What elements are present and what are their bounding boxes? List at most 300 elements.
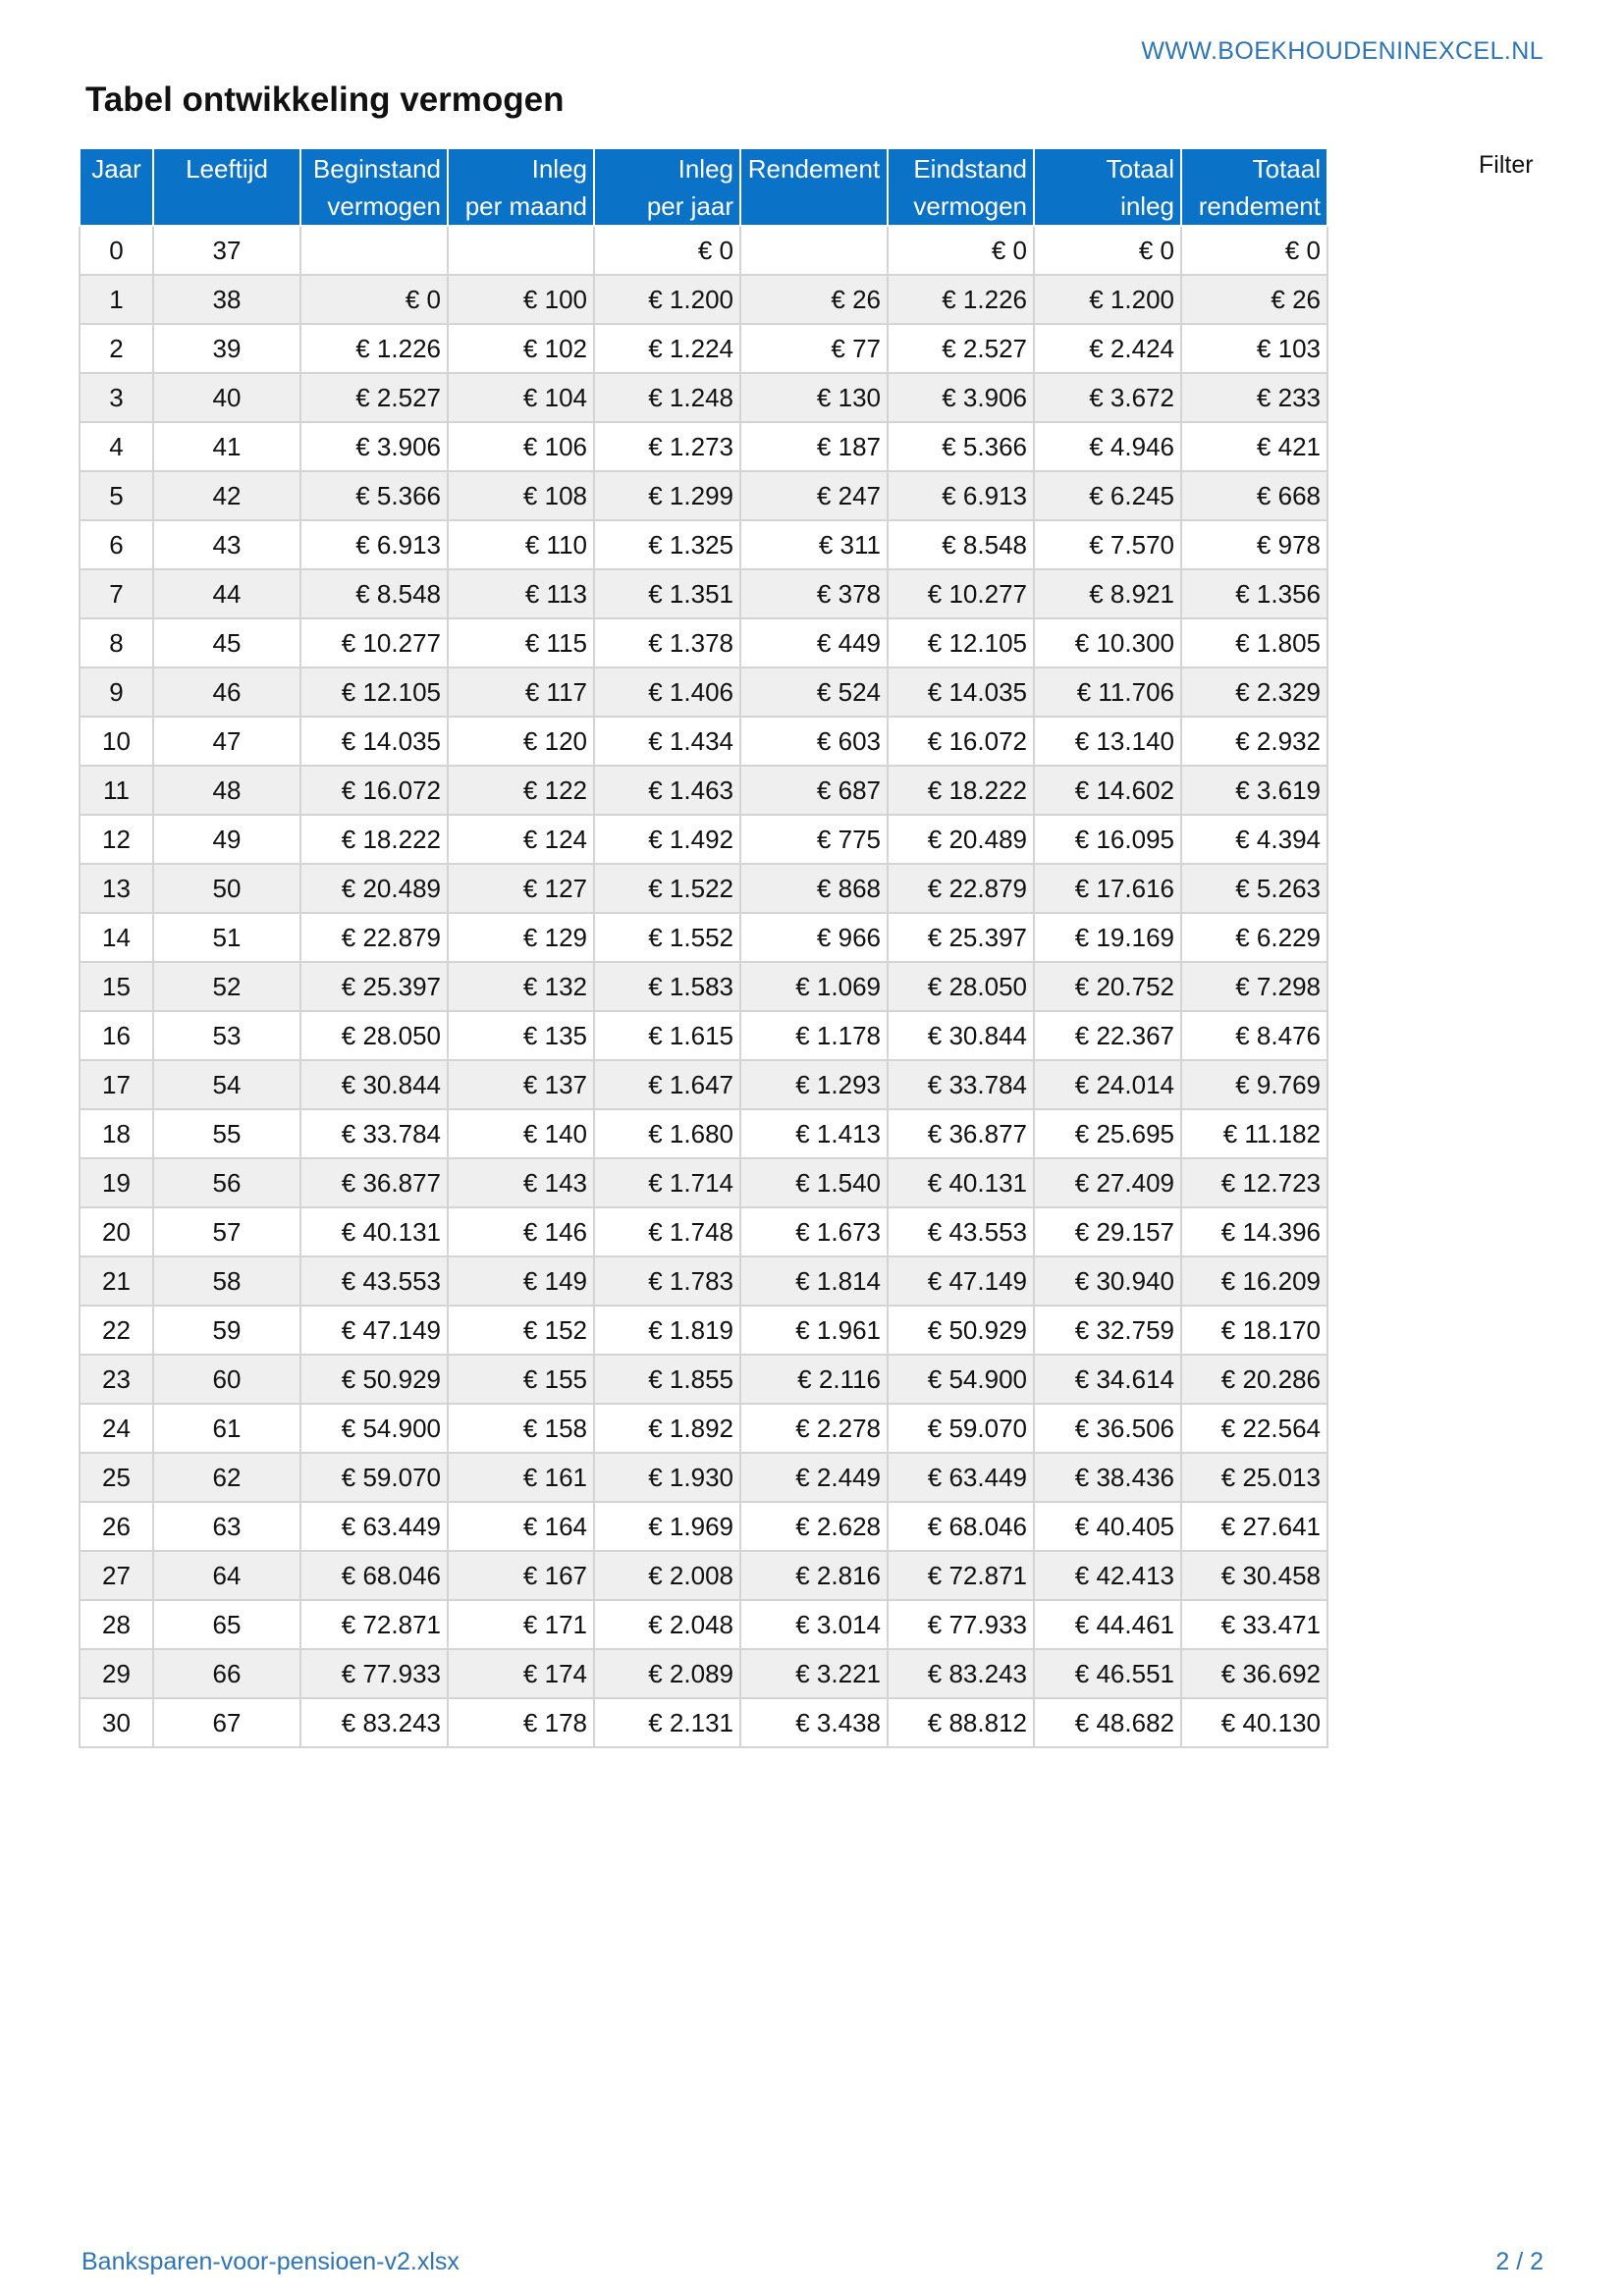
- cell-inleg-per-jaar: € 1.200: [594, 275, 740, 324]
- cell-eindstand-vermogen: € 40.131: [888, 1158, 1034, 1207]
- cell-leeftijd: 64: [153, 1551, 300, 1600]
- cell-inleg-per-maand: € 135: [448, 1011, 594, 1060]
- cell-inleg-per-jaar: € 1.325: [594, 520, 740, 569]
- cell-inleg-per-maand: € 137: [448, 1060, 594, 1109]
- column-header-beginstand-vermogen[interactable]: [300, 148, 448, 226]
- cell-leeftijd: 54: [153, 1060, 300, 1109]
- cell-beginstand-vermogen: € 6.913: [300, 520, 448, 569]
- cell-jaar: 7: [80, 569, 153, 618]
- column-header-line: vermogen: [913, 191, 1027, 221]
- cell-jaar: 2: [80, 324, 153, 373]
- cell-inleg-per-maand: € 108: [448, 471, 594, 520]
- cell-rendement: € 2.449: [740, 1453, 888, 1502]
- cell-beginstand-vermogen: € 83.243: [300, 1698, 448, 1747]
- cell-totaal-rendement: € 668: [1181, 471, 1327, 520]
- cell-rendement: € 2.628: [740, 1502, 888, 1551]
- column-header-line: rendement: [1198, 191, 1321, 221]
- cell-beginstand-vermogen: € 5.366: [300, 471, 448, 520]
- column-header-line: Inleg: [531, 154, 587, 184]
- cell-beginstand-vermogen: € 22.879: [300, 913, 448, 962]
- cell-eindstand-vermogen: € 47.149: [888, 1256, 1034, 1306]
- column-header-jaar[interactable]: [80, 148, 153, 226]
- cell-jaar: 5: [80, 471, 153, 520]
- cell-leeftijd: 58: [153, 1256, 300, 1306]
- cell-totaal-rendement: € 7.298: [1181, 962, 1327, 1011]
- cell-totaal-rendement: € 27.641: [1181, 1502, 1327, 1551]
- table-row: [80, 1404, 1327, 1453]
- cell-eindstand-vermogen: € 8.548: [888, 520, 1034, 569]
- cell-beginstand-vermogen: € 43.553: [300, 1256, 448, 1306]
- cell-totaal-rendement: € 11.182: [1181, 1109, 1327, 1158]
- cell-totaal-inleg: € 44.461: [1034, 1600, 1181, 1649]
- cell-eindstand-vermogen: € 14.035: [888, 667, 1034, 717]
- cell-totaal-rendement: € 18.170: [1181, 1306, 1327, 1355]
- cell-inleg-per-jaar: € 1.892: [594, 1404, 740, 1453]
- cell-inleg-per-jaar: € 1.463: [594, 766, 740, 815]
- cell-totaal-inleg: € 19.169: [1034, 913, 1181, 962]
- cell-totaal-inleg: € 22.367: [1034, 1011, 1181, 1060]
- cell-jaar: 17: [80, 1060, 153, 1109]
- column-header-inleg-per-jaar[interactable]: [594, 148, 740, 226]
- cell-leeftijd: 50: [153, 864, 300, 913]
- cell-inleg-per-jaar: € 2.008: [594, 1551, 740, 1600]
- cell-inleg-per-jaar: € 1.930: [594, 1453, 740, 1502]
- cell-totaal-inleg: € 48.682: [1034, 1698, 1181, 1747]
- cell-jaar: 21: [80, 1256, 153, 1306]
- cell-inleg-per-jaar: € 1.783: [594, 1256, 740, 1306]
- cell-beginstand-vermogen: € 1.226: [300, 324, 448, 373]
- table-row: [80, 1600, 1327, 1649]
- cell-totaal-inleg: € 30.940: [1034, 1256, 1181, 1306]
- cell-eindstand-vermogen: € 59.070: [888, 1404, 1034, 1453]
- cell-totaal-inleg: € 20.752: [1034, 962, 1181, 1011]
- cell-beginstand-vermogen: € 25.397: [300, 962, 448, 1011]
- cell-totaal-inleg: € 27.409: [1034, 1158, 1181, 1207]
- cell-leeftijd: 66: [153, 1649, 300, 1698]
- table-row: [80, 422, 1327, 471]
- cell-eindstand-vermogen: € 2.527: [888, 324, 1034, 373]
- cell-inleg-per-jaar: € 1.406: [594, 667, 740, 717]
- column-header-inleg-per-maand[interactable]: [448, 148, 594, 226]
- cell-totaal-rendement: € 233: [1181, 373, 1327, 422]
- column-header-totaal-inleg[interactable]: [1034, 148, 1181, 226]
- cell-eindstand-vermogen: € 6.913: [888, 471, 1034, 520]
- cell-rendement: € 3.221: [740, 1649, 888, 1698]
- table-row: [80, 1207, 1327, 1256]
- cell-totaal-rendement: € 421: [1181, 422, 1327, 471]
- cell-eindstand-vermogen: € 20.489: [888, 815, 1034, 864]
- cell-totaal-inleg: € 6.245: [1034, 471, 1181, 520]
- cell-rendement: € 77: [740, 324, 888, 373]
- cell-rendement: € 1.814: [740, 1256, 888, 1306]
- table-row: [80, 962, 1327, 1011]
- cell-inleg-per-maand: € 152: [448, 1306, 594, 1355]
- cell-inleg-per-maand: € 164: [448, 1502, 594, 1551]
- cell-rendement: € 187: [740, 422, 888, 471]
- cell-leeftijd: 40: [153, 373, 300, 422]
- cell-eindstand-vermogen: € 12.105: [888, 618, 1034, 667]
- cell-rendement: € 2.816: [740, 1551, 888, 1600]
- cell-inleg-per-jaar: € 1.969: [594, 1502, 740, 1551]
- cell-totaal-inleg: € 13.140: [1034, 717, 1181, 766]
- cell-rendement: € 3.438: [740, 1698, 888, 1747]
- table-row: [80, 520, 1327, 569]
- cell-inleg-per-maand: € 140: [448, 1109, 594, 1158]
- column-header-totaal-rendement[interactable]: [1181, 148, 1327, 226]
- cell-inleg-per-maand: € 100: [448, 275, 594, 324]
- cell-beginstand-vermogen: € 33.784: [300, 1109, 448, 1158]
- table-row: [80, 471, 1327, 520]
- column-header-line: vermogen: [327, 191, 441, 221]
- site-url[interactable]: WWW.BOEKHOUDENINEXCEL.NL: [1141, 37, 1543, 65]
- cell-totaal-inleg: € 2.424: [1034, 324, 1181, 373]
- cell-leeftijd: 51: [153, 913, 300, 962]
- cell-eindstand-vermogen: € 5.366: [888, 422, 1034, 471]
- cell-leeftijd: 53: [153, 1011, 300, 1060]
- table-header-row: [80, 148, 1327, 226]
- column-header-line: per maand: [464, 191, 587, 221]
- cell-rendement: € 2.116: [740, 1355, 888, 1404]
- cell-beginstand-vermogen: € 0: [300, 275, 448, 324]
- cell-inleg-per-jaar: € 1.434: [594, 717, 740, 766]
- cell-beginstand-vermogen: € 72.871: [300, 1600, 448, 1649]
- cell-totaal-rendement: € 0: [1181, 226, 1327, 275]
- cell-jaar: 19: [80, 1158, 153, 1207]
- cell-totaal-inleg: € 3.672: [1034, 373, 1181, 422]
- cell-rendement: € 1.961: [740, 1306, 888, 1355]
- cell-inleg-per-maand: € 132: [448, 962, 594, 1011]
- table-row: [80, 324, 1327, 373]
- table-row: [80, 1306, 1327, 1355]
- cell-eindstand-vermogen: € 25.397: [888, 913, 1034, 962]
- cell-beginstand-vermogen: € 12.105: [300, 667, 448, 717]
- cell-leeftijd: 46: [153, 667, 300, 717]
- cell-totaal-rendement: € 978: [1181, 520, 1327, 569]
- column-header-line: Rendement: [747, 154, 881, 184]
- cell-jaar: 20: [80, 1207, 153, 1256]
- cell-leeftijd: 49: [153, 815, 300, 864]
- cell-rendement: € 687: [740, 766, 888, 815]
- cell-inleg-per-maand: € 124: [448, 815, 594, 864]
- table-row: [80, 226, 1327, 275]
- table-row: [80, 1011, 1327, 1060]
- table-body: [80, 226, 1327, 1747]
- cell-inleg-per-jaar: € 1.522: [594, 864, 740, 913]
- cell-eindstand-vermogen: € 43.553: [888, 1207, 1034, 1256]
- cell-leeftijd: 59: [153, 1306, 300, 1355]
- cell-totaal-inleg: € 0: [1034, 226, 1181, 275]
- cell-rendement: € 378: [740, 569, 888, 618]
- cell-leeftijd: 43: [153, 520, 300, 569]
- cell-totaal-rendement: € 22.564: [1181, 1404, 1327, 1453]
- cell-totaal-inleg: € 1.200: [1034, 275, 1181, 324]
- cell-inleg-per-maand: € 127: [448, 864, 594, 913]
- cell-rendement: € 1.540: [740, 1158, 888, 1207]
- table-row: [80, 864, 1327, 913]
- cell-totaal-rendement: € 26: [1181, 275, 1327, 324]
- cell-totaal-inleg: € 10.300: [1034, 618, 1181, 667]
- cell-leeftijd: 67: [153, 1698, 300, 1747]
- table-row: [80, 569, 1327, 618]
- cell-eindstand-vermogen: € 1.226: [888, 275, 1034, 324]
- cell-totaal-inleg: € 8.921: [1034, 569, 1181, 618]
- column-header-leeftijd[interactable]: [153, 148, 300, 226]
- cell-inleg-per-maand: € 146: [448, 1207, 594, 1256]
- cell-leeftijd: 37: [153, 226, 300, 275]
- cell-inleg-per-jaar: € 1.714: [594, 1158, 740, 1207]
- cell-inleg-per-jaar: € 1.224: [594, 324, 740, 373]
- cell-jaar: 4: [80, 422, 153, 471]
- cell-eindstand-vermogen: € 72.871: [888, 1551, 1034, 1600]
- cell-inleg-per-jaar: € 1.615: [594, 1011, 740, 1060]
- cell-rendement: € 868: [740, 864, 888, 913]
- cell-totaal-rendement: € 9.769: [1181, 1060, 1327, 1109]
- column-header-line: Totaal: [1252, 154, 1321, 184]
- cell-totaal-rendement: € 16.209: [1181, 1256, 1327, 1306]
- table-row: [80, 1158, 1327, 1207]
- table-row: [80, 913, 1327, 962]
- cell-beginstand-vermogen: [300, 226, 448, 275]
- cell-inleg-per-maand: € 167: [448, 1551, 594, 1600]
- cell-leeftijd: 61: [153, 1404, 300, 1453]
- cell-beginstand-vermogen: € 20.489: [300, 864, 448, 913]
- cell-jaar: 23: [80, 1355, 153, 1404]
- cell-inleg-per-jaar: € 1.748: [594, 1207, 740, 1256]
- cell-inleg-per-maand: € 143: [448, 1158, 594, 1207]
- cell-leeftijd: 45: [153, 618, 300, 667]
- cell-eindstand-vermogen: € 54.900: [888, 1355, 1034, 1404]
- cell-beginstand-vermogen: € 16.072: [300, 766, 448, 815]
- cell-beginstand-vermogen: € 36.877: [300, 1158, 448, 1207]
- cell-totaal-inleg: € 36.506: [1034, 1404, 1181, 1453]
- cell-rendement: € 1.413: [740, 1109, 888, 1158]
- cell-inleg-per-maand: € 102: [448, 324, 594, 373]
- cell-leeftijd: 47: [153, 717, 300, 766]
- footer-file-name: Banksparen-voor-pensioen-v2.xlsx: [81, 2248, 460, 2275]
- cell-rendement: € 26: [740, 275, 888, 324]
- cell-inleg-per-maand: € 149: [448, 1256, 594, 1306]
- cell-leeftijd: 63: [153, 1502, 300, 1551]
- cell-jaar: 11: [80, 766, 153, 815]
- cell-inleg-per-maand: € 178: [448, 1698, 594, 1747]
- cell-totaal-inleg: € 29.157: [1034, 1207, 1181, 1256]
- cell-beginstand-vermogen: € 8.548: [300, 569, 448, 618]
- cell-rendement: € 1.069: [740, 962, 888, 1011]
- cell-totaal-inleg: € 25.695: [1034, 1109, 1181, 1158]
- cell-rendement: € 966: [740, 913, 888, 962]
- table-row: [80, 1256, 1327, 1306]
- cell-inleg-per-jaar: € 1.273: [594, 422, 740, 471]
- cell-beginstand-vermogen: € 54.900: [300, 1404, 448, 1453]
- cell-eindstand-vermogen: € 3.906: [888, 373, 1034, 422]
- footer-page-indicator: 2 / 2: [1495, 2248, 1543, 2275]
- cell-jaar: 30: [80, 1698, 153, 1747]
- cell-totaal-rendement: € 14.396: [1181, 1207, 1327, 1256]
- cell-totaal-rendement: € 2.932: [1181, 717, 1327, 766]
- cell-inleg-per-jaar: € 2.131: [594, 1698, 740, 1747]
- cell-jaar: 3: [80, 373, 153, 422]
- cell-beginstand-vermogen: € 10.277: [300, 618, 448, 667]
- cell-beginstand-vermogen: € 63.449: [300, 1502, 448, 1551]
- cell-inleg-per-jaar: € 2.089: [594, 1649, 740, 1698]
- cell-totaal-rendement: € 103: [1181, 324, 1327, 373]
- cell-inleg-per-jaar: € 0: [594, 226, 740, 275]
- cell-rendement: € 1.673: [740, 1207, 888, 1256]
- cell-jaar: 24: [80, 1404, 153, 1453]
- cell-inleg-per-maand: € 110: [448, 520, 594, 569]
- cell-beginstand-vermogen: € 30.844: [300, 1060, 448, 1109]
- cell-leeftijd: 38: [153, 275, 300, 324]
- cell-totaal-rendement: € 40.130: [1181, 1698, 1327, 1747]
- cell-rendement: € 449: [740, 618, 888, 667]
- cell-jaar: 25: [80, 1453, 153, 1502]
- cell-jaar: 8: [80, 618, 153, 667]
- cell-rendement: € 1.178: [740, 1011, 888, 1060]
- cell-jaar: 22: [80, 1306, 153, 1355]
- cell-beginstand-vermogen: € 14.035: [300, 717, 448, 766]
- cell-eindstand-vermogen: € 22.879: [888, 864, 1034, 913]
- cell-rendement: € 130: [740, 373, 888, 422]
- cell-inleg-per-maand: € 106: [448, 422, 594, 471]
- cell-beginstand-vermogen: € 2.527: [300, 373, 448, 422]
- cell-eindstand-vermogen: € 30.844: [888, 1011, 1034, 1060]
- cell-jaar: 12: [80, 815, 153, 864]
- cell-totaal-inleg: € 4.946: [1034, 422, 1181, 471]
- cell-rendement: € 2.278: [740, 1404, 888, 1453]
- cell-eindstand-vermogen: € 77.933: [888, 1600, 1034, 1649]
- cell-totaal-inleg: € 14.602: [1034, 766, 1181, 815]
- cell-totaal-rendement: € 36.692: [1181, 1649, 1327, 1698]
- cell-totaal-inleg: € 38.436: [1034, 1453, 1181, 1502]
- cell-leeftijd: 56: [153, 1158, 300, 1207]
- column-header-line: per jaar: [646, 191, 733, 221]
- cell-leeftijd: 55: [153, 1109, 300, 1158]
- cell-totaal-rendement: € 30.458: [1181, 1551, 1327, 1600]
- cell-totaal-rendement: € 1.805: [1181, 618, 1327, 667]
- column-header-line: Eindstand: [913, 154, 1027, 184]
- cell-inleg-per-maand: € 115: [448, 618, 594, 667]
- column-header-line: Beginstand: [312, 154, 441, 184]
- column-header-line: Leeftijd: [186, 154, 268, 184]
- cell-jaar: 14: [80, 913, 153, 962]
- cell-beginstand-vermogen: € 40.131: [300, 1207, 448, 1256]
- column-header-line: inleg: [1120, 191, 1174, 221]
- cell-beginstand-vermogen: € 77.933: [300, 1649, 448, 1698]
- cell-inleg-per-jaar: € 1.680: [594, 1109, 740, 1158]
- cell-inleg-per-jaar: € 1.819: [594, 1306, 740, 1355]
- cell-inleg-per-maand: € 104: [448, 373, 594, 422]
- cell-eindstand-vermogen: € 0: [888, 226, 1034, 275]
- table-row: [80, 815, 1327, 864]
- cell-jaar: 0: [80, 226, 153, 275]
- wealth-development-table: [79, 147, 1328, 1748]
- cell-totaal-rendement: € 25.013: [1181, 1453, 1327, 1502]
- cell-inleg-per-jaar: € 1.248: [594, 373, 740, 422]
- cell-beginstand-vermogen: € 28.050: [300, 1011, 448, 1060]
- cell-jaar: 10: [80, 717, 153, 766]
- cell-eindstand-vermogen: € 33.784: [888, 1060, 1034, 1109]
- cell-leeftijd: 57: [153, 1207, 300, 1256]
- cell-totaal-inleg: € 11.706: [1034, 667, 1181, 717]
- cell-totaal-rendement: € 20.286: [1181, 1355, 1327, 1404]
- cell-rendement: € 311: [740, 520, 888, 569]
- cell-jaar: 16: [80, 1011, 153, 1060]
- cell-jaar: 13: [80, 864, 153, 913]
- cell-inleg-per-jaar: € 1.351: [594, 569, 740, 618]
- cell-rendement: € 775: [740, 815, 888, 864]
- cell-beginstand-vermogen: € 47.149: [300, 1306, 448, 1355]
- cell-leeftijd: 62: [153, 1453, 300, 1502]
- cell-totaal-inleg: € 42.413: [1034, 1551, 1181, 1600]
- cell-inleg-per-jaar: € 1.855: [594, 1355, 740, 1404]
- cell-inleg-per-maand: € 158: [448, 1404, 594, 1453]
- cell-inleg-per-jaar: € 1.299: [594, 471, 740, 520]
- cell-eindstand-vermogen: € 68.046: [888, 1502, 1034, 1551]
- cell-beginstand-vermogen: € 18.222: [300, 815, 448, 864]
- cell-eindstand-vermogen: € 16.072: [888, 717, 1034, 766]
- cell-inleg-per-maand: € 161: [448, 1453, 594, 1502]
- cell-eindstand-vermogen: € 18.222: [888, 766, 1034, 815]
- cell-rendement: € 603: [740, 717, 888, 766]
- cell-totaal-rendement: € 2.329: [1181, 667, 1327, 717]
- cell-totaal-rendement: € 1.356: [1181, 569, 1327, 618]
- cell-leeftijd: 41: [153, 422, 300, 471]
- column-header-line: Inleg: [677, 154, 733, 184]
- column-header-line: Totaal: [1106, 154, 1174, 184]
- cell-inleg-per-maand: € 120: [448, 717, 594, 766]
- page-title: Tabel ontwikkeling vermogen: [85, 80, 565, 119]
- cell-leeftijd: 52: [153, 962, 300, 1011]
- table-row: [80, 618, 1327, 667]
- cell-jaar: 27: [80, 1551, 153, 1600]
- cell-inleg-per-jaar: € 1.647: [594, 1060, 740, 1109]
- cell-totaal-rendement: € 5.263: [1181, 864, 1327, 913]
- cell-inleg-per-maand: € 174: [448, 1649, 594, 1698]
- cell-inleg-per-maand: € 117: [448, 667, 594, 717]
- table-row: [80, 766, 1327, 815]
- cell-inleg-per-maand: € 129: [448, 913, 594, 962]
- cell-beginstand-vermogen: € 59.070: [300, 1453, 448, 1502]
- cell-rendement: € 1.293: [740, 1060, 888, 1109]
- cell-eindstand-vermogen: € 83.243: [888, 1649, 1034, 1698]
- cell-totaal-inleg: € 7.570: [1034, 520, 1181, 569]
- cell-totaal-rendement: € 3.619: [1181, 766, 1327, 815]
- cell-jaar: 26: [80, 1502, 153, 1551]
- cell-jaar: 18: [80, 1109, 153, 1158]
- cell-eindstand-vermogen: € 50.929: [888, 1306, 1034, 1355]
- cell-inleg-per-jaar: € 2.048: [594, 1600, 740, 1649]
- cell-jaar: 9: [80, 667, 153, 717]
- cell-totaal-rendement: € 6.229: [1181, 913, 1327, 962]
- cell-inleg-per-maand: € 155: [448, 1355, 594, 1404]
- cell-totaal-rendement: € 8.476: [1181, 1011, 1327, 1060]
- table-row: [80, 717, 1327, 766]
- cell-inleg-per-jaar: € 1.583: [594, 962, 740, 1011]
- table-row: [80, 1453, 1327, 1502]
- cell-eindstand-vermogen: € 88.812: [888, 1698, 1034, 1747]
- table-row: [80, 1109, 1327, 1158]
- table-row: [80, 1502, 1327, 1551]
- cell-totaal-inleg: € 24.014: [1034, 1060, 1181, 1109]
- column-header-rendement[interactable]: [740, 148, 888, 226]
- cell-rendement: € 247: [740, 471, 888, 520]
- cell-jaar: 6: [80, 520, 153, 569]
- cell-totaal-inleg: € 34.614: [1034, 1355, 1181, 1404]
- column-header-eindstand-vermogen[interactable]: [888, 148, 1034, 226]
- column-header-line: Jaar: [91, 154, 141, 184]
- cell-rendement: € 524: [740, 667, 888, 717]
- table-row: [80, 1060, 1327, 1109]
